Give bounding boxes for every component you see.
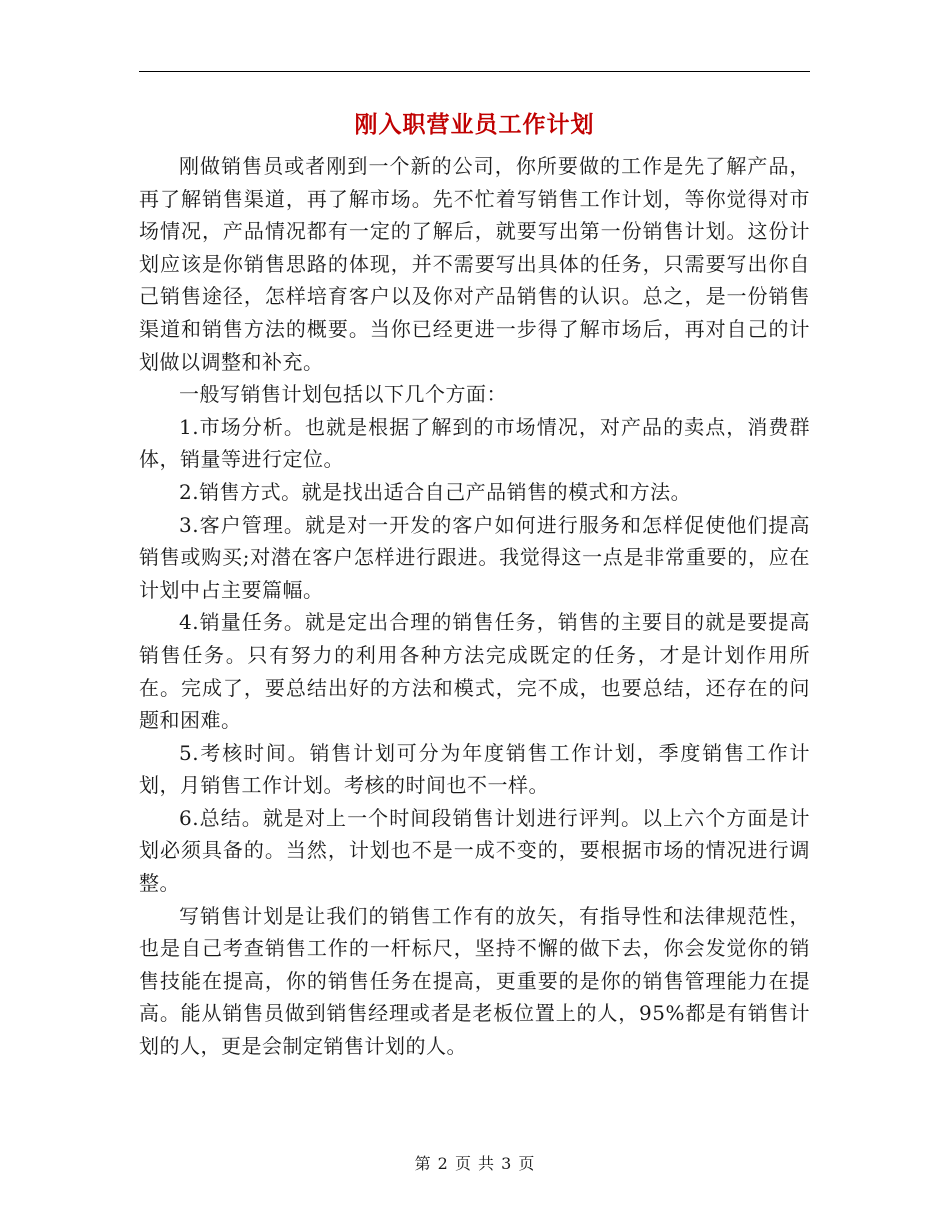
paragraph-item-5: 5.考核时间。销售计划可分为年度销售工作计划，季度销售工作计划，月销售工作计划。考核的时间也不一样。 <box>139 740 810 798</box>
paragraph-conclusion: 写销售计划是让我们的销售工作有的放矢，有指导性和法律规范性，也是自己考查销售工作的一杆标尺，坚持不懈的做下去，你会发觉你的销售技能在提高，你的销售任务在提高，更重要的是你的销售管理能力在提高。能从销售员做到销售经理或者是老板位置上的人，95%都是有销售计划的人，更是会制定销售计划的人。 <box>139 903 810 1059</box>
paragraph-intro: 刚做销售员或者刚到一个新的公司，你所要做的工作是先了解产品，再了解销售渠道，再了解市场。先不忙着写销售工作计划，等你觉得对市场情况，产品情况都有一定的了解后，就要写出第一份销售计划。这份计划应该是你销售思路的体现，并不需要写出具体的任务，只需要写出你自己销售途径，怎样培育客户以及你对产品销售的认识。总之，是一份销售渠道和销售方法的概要。当你已经更进一步得了解市场后，再对自己的计划做以调整和补充。 <box>139 154 810 374</box>
document-body <box>139 150 810 1063</box>
paragraph-item-2: 2.销售方式。就是找出适合自己产品销售的模式和方法。 <box>179 479 692 504</box>
paragraph-aspects-lead: 一般写销售计划包括以下几个方面： <box>179 382 507 407</box>
page-number-footer: 第 2 页 共 3 页 <box>414 1154 536 1173</box>
paragraph-item-1: 1.市场分析。也就是根据了解到的市场情况，对产品的卖点，消费群体，销量等进行定位。 <box>139 414 810 472</box>
header-rule <box>139 71 810 72</box>
paragraph-item-6: 6.总结。就是对上一个时间段销售计划进行评判。以上六个方面是计划必须具备的。当然，计划也不是一成不变的，要根据市场的情况进行调整。 <box>139 805 810 896</box>
paragraph-item-3: 3.客户管理。就是对一开发的客户如何进行服务和怎样促使他们提高销售或购买;对潜在客户怎样进行跟进。我觉得这一点是非常重要的，应在计划中占主要篇幅。 <box>139 512 810 602</box>
paragraph-item-4: 4.销量任务。就是定出合理的销售任务，销售的主要目的就是要提高销售任务。只有努力的利用各种方法完成既定的任务，才是计划作用所在。完成了，要总结出好的方法和模式，完不成，也要总结，还存在的问题和困难。 <box>139 610 810 733</box>
document-title: 刚入职营业员工作计划 <box>354 111 595 138</box>
